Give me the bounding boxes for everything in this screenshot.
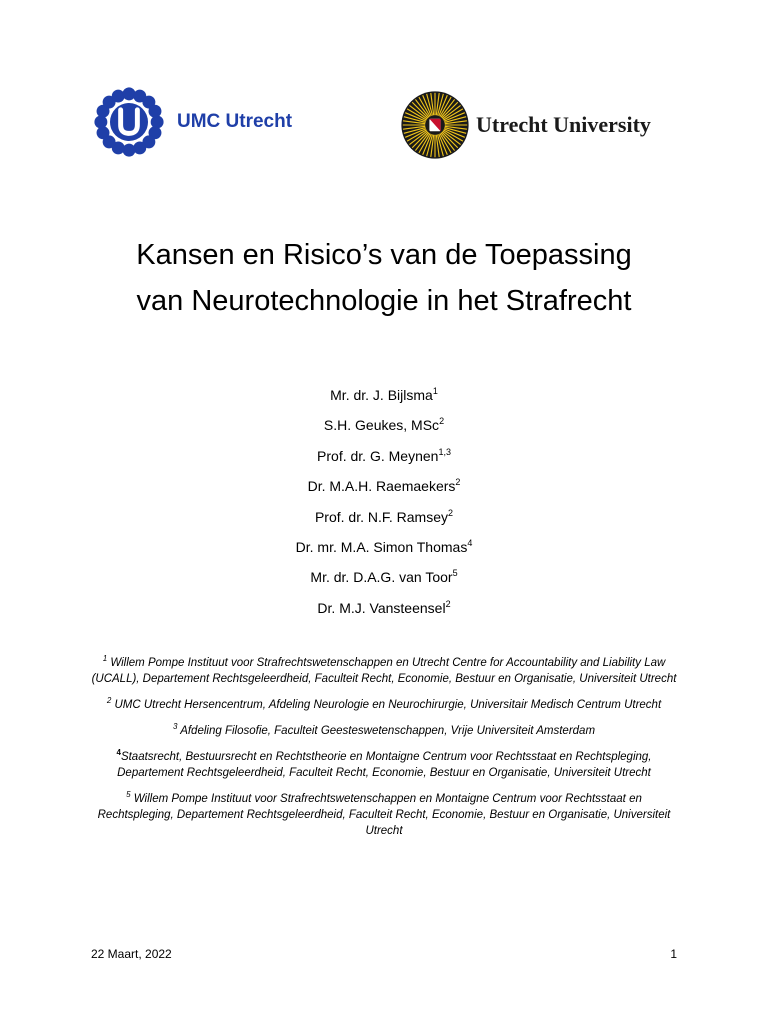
- footer-date: 22 Maart, 2022: [91, 947, 172, 961]
- author-name: Prof. dr. G. Meynen: [317, 447, 439, 464]
- author-affiliation-mark: 4: [467, 537, 473, 548]
- title-line-1: Kansen en Risico’s van de Toepassing: [136, 239, 632, 271]
- affiliation: [90, 791, 678, 839]
- author-name: Mr. dr. J. Bijlsma: [330, 387, 433, 403]
- affiliation: [90, 655, 678, 687]
- affiliation-text: UMC Utrecht Hersencentrum, Afdeling Neurologie en Neurochirurgie, Universitair Medisch Centrum Utrecht: [111, 699, 662, 711]
- affiliation-number: 5: [126, 790, 131, 799]
- author: [0, 475, 768, 505]
- affiliation-text: Willem Pompe Instituut voor Strafrechtswetenschappen en Montaigne Centrum voor Rechtsstaat en Rechtspleging, Departement Rechtsgeleerdheid, Faculteit Recht, Economie, Bestuur en Organisatie, Universiteit Utrecht: [97, 793, 671, 837]
- author: [0, 566, 768, 596]
- author-name: Dr. M.J. Vansteensel: [317, 599, 446, 616]
- author-affiliation-mark: 2: [445, 598, 451, 609]
- affiliation: [90, 697, 678, 713]
- author: [0, 506, 768, 536]
- author: [0, 597, 768, 627]
- umc-logo-text: UMC Utrecht: [177, 111, 293, 132]
- author: [0, 384, 768, 414]
- author-affiliation-mark: 1,3: [438, 446, 451, 457]
- umc-sun-icon: [91, 84, 167, 160]
- author-list: [0, 384, 768, 627]
- page-number: 1: [670, 947, 677, 961]
- umc-utrecht-logo: [91, 84, 292, 160]
- affiliation-list: [90, 655, 678, 849]
- author-name: Dr. M.A.H. Raemaekers: [307, 478, 456, 495]
- author-name: Mr. dr. D.A.G. van Toor: [310, 569, 453, 586]
- author-name: Dr. mr. M.A. Simon Thomas: [295, 538, 468, 555]
- author-affiliation-mark: 2: [455, 477, 461, 488]
- affiliation-text: Willem Pompe Instituut voor Strafrechtswetenschappen en Utrecht Centre for Accountability and Liability Law (UCALL), Departement Rechtsgeleerdheid, Faculteit Recht, Economie, Bestuur en Organisatie, Universiteit Utrecht: [91, 657, 677, 685]
- affiliation-number: 4: [116, 748, 121, 757]
- author-affiliation-mark: 1: [432, 386, 438, 396]
- affiliation-number: 1: [102, 654, 108, 663]
- uu-logo-text: Utrecht University: [476, 112, 651, 137]
- title-line-2: van Neurotechnologie in het Strafrecht: [136, 285, 632, 317]
- author: [0, 536, 768, 566]
- utrecht-university-logo: [400, 90, 651, 160]
- author: [0, 445, 768, 475]
- affiliation-text: Staatsrecht, Bestuursrecht en Rechtstheorie en Montaigne Centrum voor Rechtsstaat en Rechtspleging, Departement Rechtsgeleerdheid, Faculteit Recht, Economie, Bestuur en Organisatie, Universiteit Utrecht: [117, 751, 652, 779]
- affiliation-number: 3: [172, 722, 178, 731]
- affiliation: [90, 749, 678, 781]
- document-title: [0, 232, 768, 324]
- affiliation: [90, 723, 678, 739]
- author: [0, 414, 768, 444]
- author-affiliation-mark: 2: [448, 507, 454, 518]
- affiliation-text: Afdeling Filosofie, Faculteit Geesteswetenschappen, Vrije Universiteit Amsterdam: [177, 725, 596, 737]
- uu-sun-icon: [400, 90, 470, 160]
- author-affiliation-mark: 2: [439, 416, 445, 427]
- author-name: S.H. Geukes, MSc: [323, 417, 440, 434]
- author-affiliation-mark: 5: [452, 568, 458, 579]
- affiliation-number: 2: [106, 696, 112, 705]
- author-name: Prof. dr. N.F. Ramsey: [314, 508, 449, 525]
